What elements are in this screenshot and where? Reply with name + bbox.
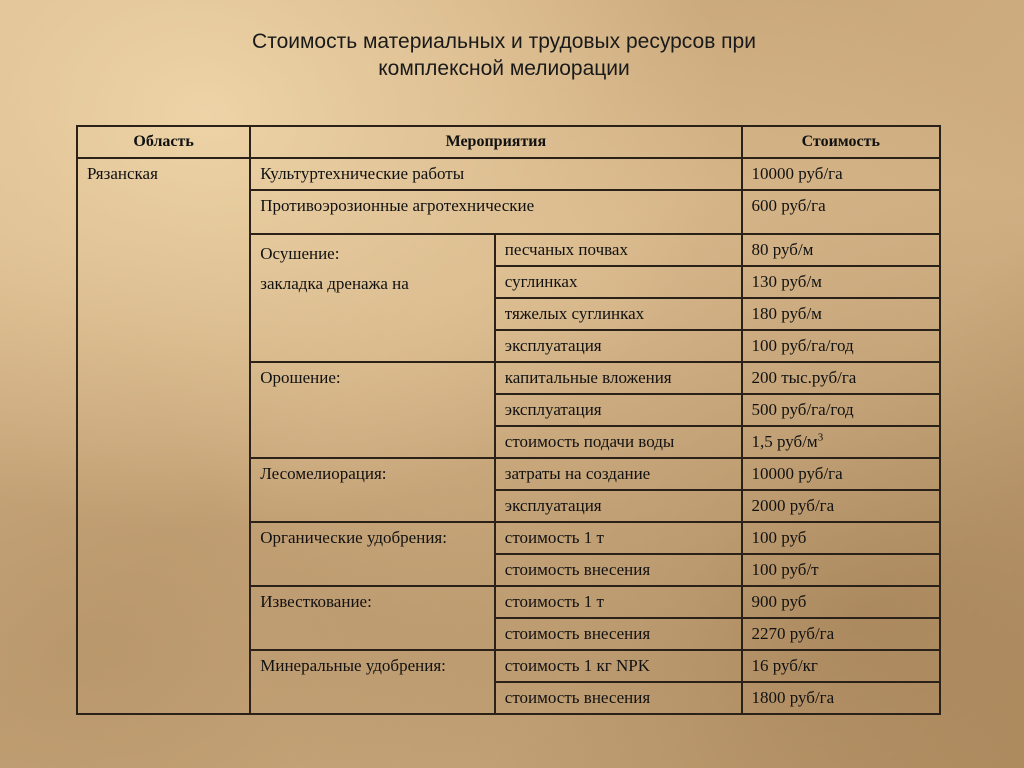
cost-superscript: 3 [817,431,824,444]
measure-cell: Культуртехнические работы [250,158,741,190]
table-header-row [77,126,940,158]
measure-group-forest: Лесомелиорация: [250,458,495,522]
sub-measure-cell: суглинках [495,266,742,298]
measure-group-organic: Органические удобрения: [250,522,495,586]
drainage-label-line-2: закладка дренажа на [260,274,409,293]
cost-cell: 16 руб/кг [742,650,941,682]
cost-cell: 1800 руб/га [742,682,941,714]
sub-measure-cell: стоимость внесения [495,682,742,714]
drainage-label-line-1: Осушение: [260,244,340,263]
cost-cell: 100 руб/га/год [742,330,941,362]
cost-cell: 10000 руб/га [742,158,941,190]
sub-measure-cell: стоимость 1 кг NPK [495,650,742,682]
cost-table [76,125,941,715]
header-cost: Стоимость [742,126,941,158]
cost-cell [742,426,941,458]
sub-measure-cell: затраты на создание [495,458,742,490]
cost-cell: 80 руб/м [742,234,941,266]
cost-value: 1,5 руб/м [751,432,818,451]
cost-cell: 200 тыс.руб/га [742,362,941,394]
cost-cell: 180 руб/м [742,298,941,330]
cost-cell: 500 руб/га/год [742,394,941,426]
sub-measure-cell: песчаных почвах [495,234,742,266]
page-title-line-2: комплексной мелиорации [378,57,630,80]
cost-cell: 10000 руб/га [742,458,941,490]
cost-cell: 100 руб/т [742,554,941,586]
page-title-line-1: Стоимость материальных и трудовых ресурсов при [252,30,756,53]
sub-measure-cell: тяжелых суглинках [495,298,742,330]
header-measures: Мероприятия [250,126,741,158]
region-cell: Рязанская [77,158,250,714]
sub-measure-cell: стоимость 1 т [495,522,742,554]
cost-cell: 100 руб [742,522,941,554]
measure-group-drainage [250,234,495,362]
header-region: Область [77,126,250,158]
measure-cell: Противоэрозионные агротехнические [250,190,741,234]
cost-cell: 600 руб/га [742,190,941,234]
cost-cell: 900 руб [742,586,941,618]
sub-measure-cell: стоимость внесения [495,618,742,650]
measure-group-liming: Известкование: [250,586,495,650]
cost-cell: 130 руб/м [742,266,941,298]
table-row [77,158,940,190]
sub-measure-cell: эксплуатация [495,394,742,426]
sub-measure-cell: стоимость внесения [495,554,742,586]
page-title [0,28,1008,82]
cost-cell: 2000 руб/га [742,490,941,522]
sub-measure-cell: капитальные вложения [495,362,742,394]
measure-group-irrigation: Орошение: [250,362,495,458]
sub-measure-cell: эксплуатация [495,330,742,362]
sub-measure-cell: стоимость подачи воды [495,426,742,458]
sub-measure-cell: эксплуатация [495,490,742,522]
measure-group-mineral: Минеральные удобрения: [250,650,495,714]
sub-measure-cell: стоимость 1 т [495,586,742,618]
cost-cell: 2270 руб/га [742,618,941,650]
